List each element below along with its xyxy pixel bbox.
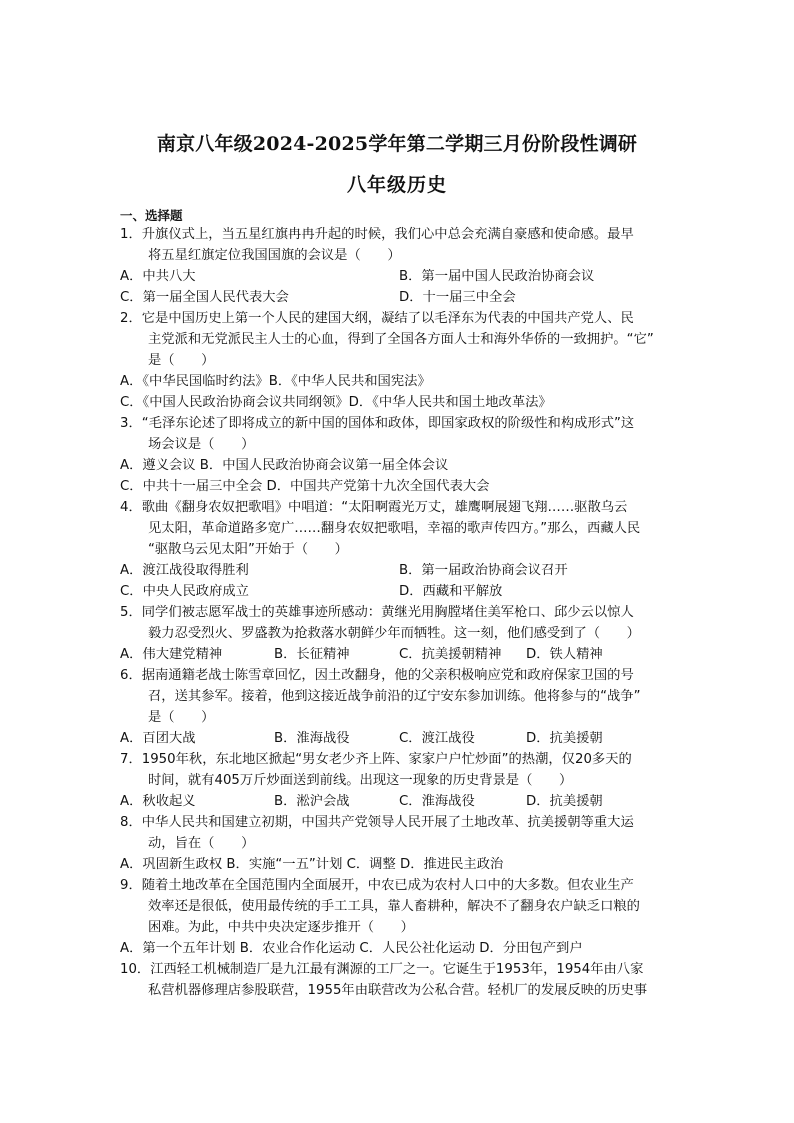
question-6-option-d: D．抗美援朝 (526, 731, 603, 746)
question-8-options: A．巩固新生政权 B．实施“一五”计划 C．调整 D．推进民主政治 (120, 857, 504, 872)
question-1-option-b: B．第一届中国人民政治协商会议 (399, 269, 595, 284)
question-4-option-b: B．第一届政治协商会议召开 (399, 563, 568, 578)
question-7-line-1: 7．1950年秋，东北地区掀起“男女老少齐上阵、家家户户忙炒面”的热潮，仅20多天的 (120, 752, 632, 767)
question-7-option-b: B．淞沪会战 (274, 794, 350, 809)
question-5-option-b: B．长征精神 (274, 647, 350, 662)
question-1-line-2: 将五星红旗定位我国国旗的会议是（ ） (148, 248, 401, 263)
question-10-line-2: 私营机器修理店参股联营，1955年由联营改为公私合营。轻机厂的发展反映的历史事 (148, 983, 648, 998)
question-4-option-a: A．渡江战役取得胜利 (120, 563, 249, 578)
question-6-option-c: C．渡江战役 (399, 731, 475, 746)
question-2-line-3: 是（ ） (148, 353, 215, 368)
question-1-option-c: C．第一届全国人民代表大会 (120, 290, 289, 305)
question-10-line-1: 10．江西轻工机械制造厂是九江最有渊源的工厂之一。它诞生于1953年，1954年由八家 (120, 962, 644, 977)
question-3-options-ab: A．遵义会议 B．中国人民政治协商会议第一届全体会议 (120, 458, 449, 473)
question-1-option-d: D．十一届三中全会 (399, 290, 516, 305)
question-2-line-2: 主党派和无党派民主人士的心血，得到了全国各方面人士和海外华侨的一致拥护。“它” (148, 332, 654, 347)
question-6-option-b: B．淮海战役 (274, 731, 350, 746)
question-1-option-a: A．中共八大 (120, 269, 196, 284)
question-5-line-1: 5．同学们被志愿军战士的英雄事迹所感动：黄继光用胸膛堵住美军枪口、邱少云以惊人 (120, 605, 634, 620)
question-2-options-cd: C．《中国人民政治协商会议共同纲领》D．《中华人民共和国土地改革法》 (120, 395, 552, 410)
question-2-line-1: 2．它是中国历史上第一个人民的建国大纲，凝结了以毛泽东为代表的中国共产党人、民 (120, 311, 634, 326)
question-3-line-1: 3．“毛泽东论述了即将成立的新中国的国体和政体，即国家政权的阶级性和构成形式”这 (120, 416, 635, 431)
question-7-option-c: C．淮海战役 (399, 794, 475, 809)
question-7-line-2: 时间，就有405万斤炒面送到前线。出现这一现象的历史背景是（ ） (148, 773, 573, 788)
question-8-line-2: 动，旨在（ ） (148, 836, 255, 851)
question-2-options-ab: A．《中华民国临时约法》B．《中华人民共和国宪法》 (120, 374, 431, 389)
question-9-options: A．第一个五年计划 B．农业合作化运动 C．人民公社化运动 D．分田包产到户 (120, 941, 583, 956)
page-subtitle: 八年级历史 (346, 174, 447, 196)
question-4-option-d: D．西藏和平解放 (399, 584, 503, 599)
question-1-line-1: 1．升旗仪式上，当五星红旗冉冉升起的时候，我们心中总会充满自豪感和使命感。最早 (120, 227, 634, 242)
question-4-option-c: C．中央人民政府成立 (120, 584, 249, 599)
question-9-line-1: 9．随着土地改革在全国范围内全面展开，中农已成为农村人口中的大多数。但农业生产 (120, 878, 634, 893)
question-6-line-1: 6．据南通籍老战士陈雪章回忆，因土改翻身，他的父亲积极响应党和政府保家卫国的号 (120, 668, 634, 683)
question-5-option-c: C．抗美援朝精神 (399, 647, 502, 662)
question-6-line-3: 是（ ） (148, 710, 215, 725)
question-9-line-3: 困难。为此，中共中央决定逐步推开（ ） (148, 920, 414, 935)
question-7-option-d: D．抗美援朝 (526, 794, 603, 809)
question-4-line-3: “驱散乌云见太阳”开始于（ ） (148, 542, 348, 557)
question-8-line-1: 8．中华人民共和国建立初期，中国共产党领导人民开展了土地改革、抗美援朝等重大运 (120, 815, 634, 830)
section-heading: 一、选择题 (120, 208, 183, 223)
question-9-line-2: 效率还是很低，使用最传统的手工工具，靠人畜耕种，解决不了翻身农户缺乏口粮的 (148, 899, 640, 914)
question-7-option-a: A．秋收起义 (120, 794, 196, 809)
question-6-option-a: A．百团大战 (120, 731, 196, 746)
question-5-line-2: 毅力忍受烈火、罗盛教为抢救落水朝鲜少年而牺牲。这一刻，他们感受到了（ ） (148, 626, 640, 641)
question-6-line-2: 召，送其参军。接着，他到这接近战争前沿的辽宁安东参加训练。他将参与的“战争” (148, 689, 641, 704)
page-title: 南京八年级2024-2025学年第二学期三月份阶段性调研 (156, 133, 638, 155)
question-3-options-cd: C．中共十一届三中全会 D．中国共产党第十九次全国代表大会 (120, 479, 490, 494)
question-5-option-a: A．伟大建党精神 (120, 647, 223, 662)
question-4-line-1: 4．歌曲《翻身农奴把歌唱》中唱道：“太阳啊霞光万丈，雄鹰啊展翅飞翔……驱散乌云 (120, 500, 628, 515)
question-3-line-2: 场会议是（ ） (148, 437, 255, 452)
question-5-option-d: D．铁人精神 (526, 647, 603, 662)
question-4-line-2: 见太阳，革命道路多宽广……翻身农奴把歌唱，幸福的歌声传四方。”那么，西藏人民 (148, 521, 641, 536)
